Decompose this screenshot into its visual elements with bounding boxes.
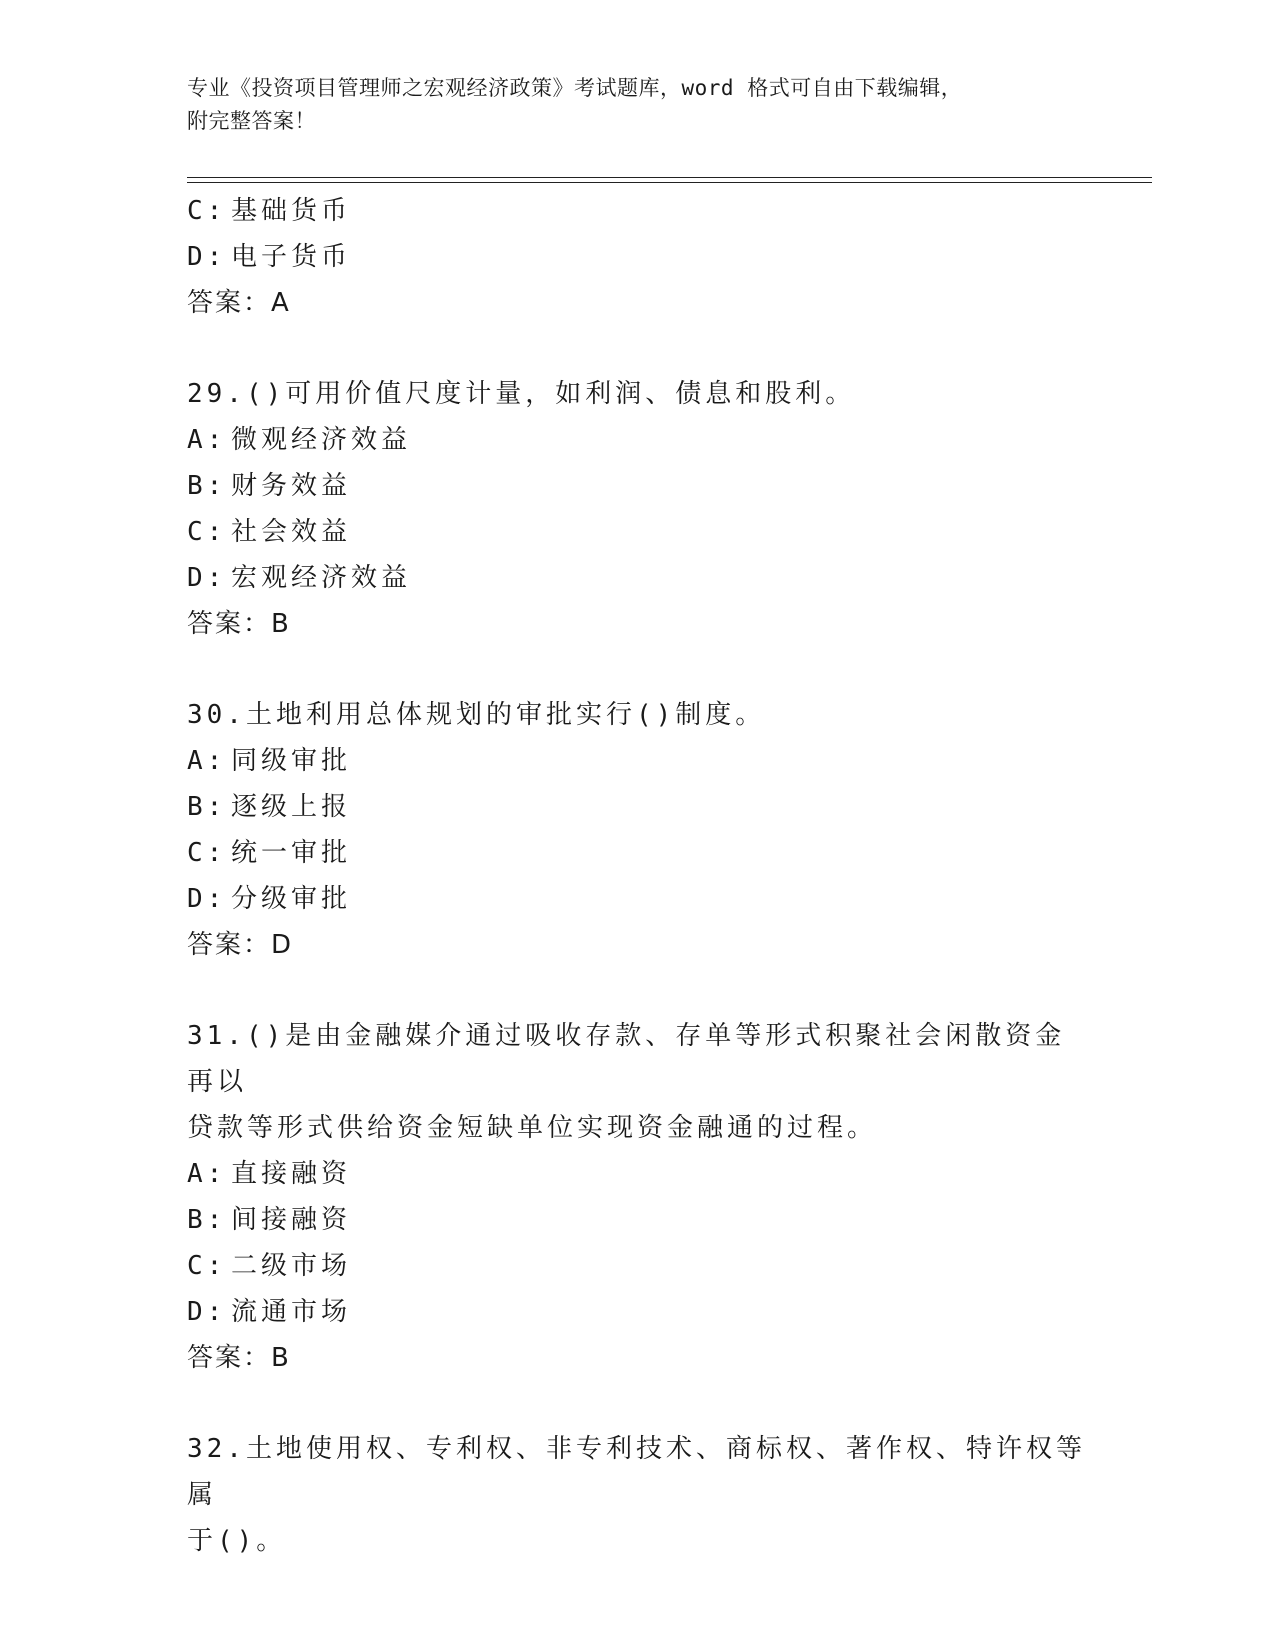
question-stem: 30.土地利用总体规划的审批实行()制度。 — [187, 700, 766, 730]
option-b: B: 财务效益 — [187, 471, 352, 501]
question-block-30 — [187, 692, 1087, 968]
question-block-prev — [187, 188, 1087, 326]
option-d: D: 分级审批 — [187, 884, 352, 914]
question-block-32 — [187, 1426, 1087, 1564]
answer-line: 答案：B — [187, 609, 291, 639]
question-stem-line-2: 贷款等形式供给资金短缺单位实现资金融通的过程。 — [187, 1113, 878, 1143]
question-stem-line-2: 于()。 — [187, 1526, 287, 1556]
header-intro-line-2: 附完整答案！ — [187, 109, 316, 133]
option-b: B: 逐级上报 — [187, 792, 352, 822]
document-header — [187, 72, 1067, 138]
answer-line: 答案：B — [187, 1343, 291, 1373]
question-stem-line-1: 31.()是由金融媒介通过吸收存款、存单等形式积聚社会闲散资金再以 — [187, 1021, 1066, 1097]
option-c: C: 社会效益 — [187, 517, 352, 547]
option-c: C: 二级市场 — [187, 1251, 352, 1281]
answer-line: 答案：A — [187, 288, 291, 318]
question-block-31 — [187, 1013, 1087, 1381]
answer-line: 答案：D — [187, 930, 294, 960]
question-stem: 29.()可用价值尺度计量，如利润、债息和股利。 — [187, 379, 856, 409]
option-c: C: 基础货币 — [187, 196, 352, 226]
question-list — [187, 188, 1087, 1564]
question-stem-line-1: 32.土地使用权、专利权、非专利技术、商标权、著作权、特许权等属 — [187, 1434, 1086, 1510]
header-divider-top — [187, 177, 1152, 178]
option-d: D: 流通市场 — [187, 1297, 352, 1327]
option-d: D: 宏观经济效益 — [187, 563, 412, 593]
option-c: C: 统一审批 — [187, 838, 352, 868]
option-a: A: 同级审批 — [187, 746, 352, 776]
option-b: B: 间接融资 — [187, 1205, 352, 1235]
option-a: A: 微观经济效益 — [187, 425, 412, 455]
question-block-29 — [187, 371, 1087, 647]
option-d: D: 电子货币 — [187, 242, 352, 272]
header-divider-bottom — [187, 182, 1152, 183]
header-intro-line-1: 专业《投资项目管理师之宏观经济政策》考试题库，word 格式可自由下载编辑， — [187, 76, 963, 100]
option-a: A: 直接融资 — [187, 1159, 352, 1189]
